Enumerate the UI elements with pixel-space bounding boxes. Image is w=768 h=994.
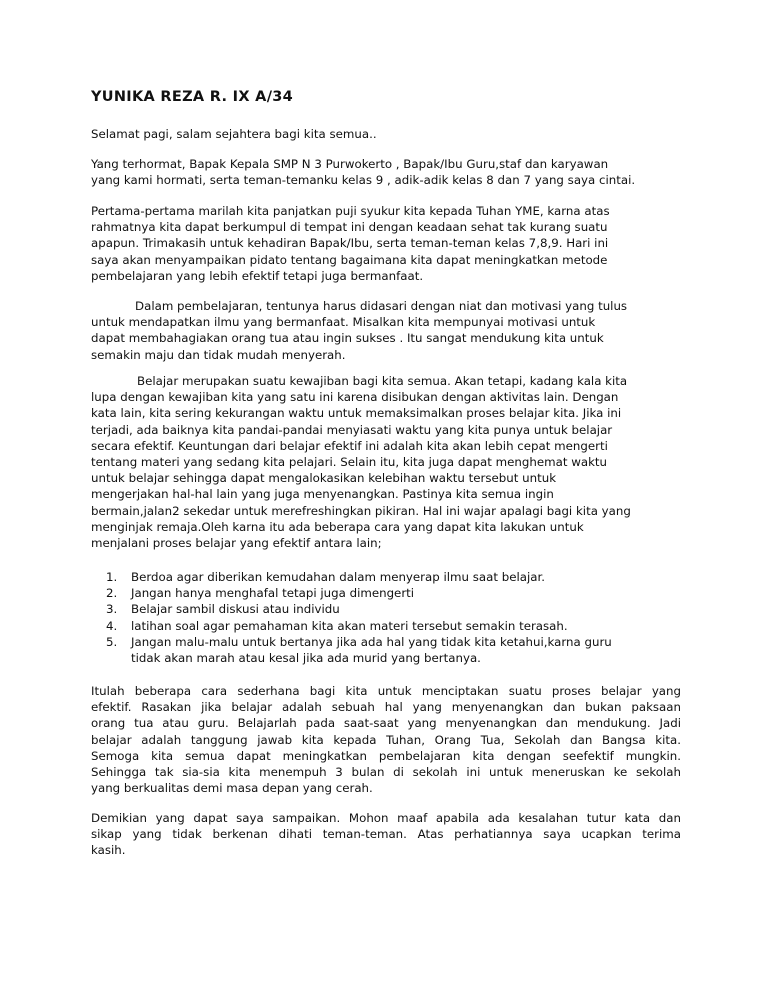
- paragraph-line: tentang materi yang sedang kita pelajari. Selain itu, kita juga dapat menghemat waktu: [91, 455, 608, 470]
- paragraph-learning: [91, 373, 681, 551]
- paragraph-line: Sehingga tak sia-sia kita menempuh 3 bulan di sekolah ini untuk meneruskan ke sekolah: [91, 765, 681, 780]
- list-item-text: Jangan hanya menghafal tetapi juga dimengerti: [131, 586, 415, 601]
- paragraph-line: orang tua atau guru. Belajarlah pada saat-saat yang menyenangkan dan mendukung. Jadi: [91, 716, 681, 731]
- list-item-text: Berdoa agar diberikan kemudahan dalam menyerap ilmu saat belajar.: [131, 570, 546, 584]
- paragraph-line: Itulah beberapa cara sederhana bagi kita untuk menciptakan suatu proses belajar yang: [91, 684, 681, 698]
- paragraph-opening: [91, 203, 681, 284]
- list-item-text: Jangan malu-malu untuk bertanya jika ada hal yang tidak kita ketahui,karna guru: [131, 634, 612, 649]
- list-item: [106, 618, 612, 634]
- paragraph-line: kata lain, kita sering kekurangan waktu untuk memaksimalkan proses belajar kita. Jika ini: [91, 406, 622, 421]
- paragraph-line: bermain,jalan2 sekedar untuk merefreshingkan pikiran. Hal ini wajar apalagi bagi kita yang: [91, 503, 631, 518]
- list-item: [106, 569, 612, 585]
- list-item-text: Belajar sambil diskusi atau individu: [131, 602, 340, 617]
- paragraph-line: pembelajaran yang lebih efektif tetapi juga bermanfaat.: [91, 268, 424, 283]
- list-item: [106, 585, 612, 601]
- list-item: [106, 601, 612, 617]
- paragraph-line: yang berkualitas demi masa depan yang cerah.: [91, 781, 373, 796]
- paragraph-line: lupa dengan kewajiban kita yang satu ini karena disibukan dengan aktivitas lain. Dengan: [91, 390, 619, 405]
- paragraph-line: rahmatnya kita dapat berkumpul di tempat ini dengan keadaan sehat tak kurang suatu: [91, 220, 608, 235]
- paragraph-line: belajar adalah tanggung jawab kita kepada Tuhan, Orang Tua, Sekolah dan Bangsa kita.: [91, 732, 681, 747]
- paragraph-line: dapat membahagiakan orang tua atau ingin sukses . Itu sangat mendukung kita untuk: [91, 331, 604, 346]
- paragraph-line: yang kami hormati, serta teman-temanku kelas 9 , adik-adik kelas 8 dan 7 yang saya cintai.: [91, 173, 636, 188]
- paragraph-motivation: [91, 298, 681, 363]
- paragraph-line: menginjak remaja.Oleh karna itu ada beberapa cara yang dapat kita lakukan untuk: [91, 519, 584, 534]
- paragraph-line: semakin maju dan tidak mudah menyerah.: [91, 347, 346, 362]
- paragraph-line: saya akan menyampaikan pidato tentang bagaimana kita dapat meningkatkan metode: [91, 252, 608, 267]
- greeting-line: Selamat pagi, salam sejahtera bagi kita semua..: [91, 127, 377, 141]
- paragraph-line: secara efektif. Keuntungan dari belajar efektif ini adalah kita akan lebih cepat mengerti: [91, 438, 608, 453]
- paragraph-line: Dalam pembelajaran, tentunya harus didasari dengan niat dan motivasi yang tulus: [135, 299, 628, 313]
- paragraph-line: Demikian yang dapat saya sampaikan. Mohon maaf apabila ada kesalahan tutur kata dan: [91, 811, 681, 825]
- paragraph-line: kasih.: [91, 843, 126, 858]
- paragraph-line: sikap yang tidak berkenan dihati teman-teman. Atas perhatiannya saya ucapkan terima: [91, 827, 681, 842]
- document-title: YUNIKA REZA R. IX A/34: [91, 89, 294, 105]
- paragraph-line: terjadi, ada baiknya kita pandai-pandai menyiasati waktu yang kita punya untuk belajar: [91, 422, 613, 437]
- paragraph-line: Pertama-pertama marilah kita panjatkan puji syukur kita kepada Tuhan YME, karna atas: [91, 204, 610, 218]
- list-number: 3.: [106, 602, 118, 617]
- paragraph-line: Belajar merupakan suatu kewajiban bagi kita semua. Akan tetapi, kadang kala kita: [137, 374, 628, 388]
- paragraph-line: untuk mendapatkan ilmu yang bermanfaat. Misalkan kita mempunyai motivasi untuk: [91, 315, 596, 330]
- paragraph-summary: [91, 683, 681, 796]
- tips-list: [106, 569, 612, 666]
- list-item: [106, 634, 612, 666]
- paragraph-salutation: [91, 156, 681, 188]
- list-number: 1.: [106, 570, 118, 584]
- list-number: 5.: [106, 634, 118, 649]
- paragraph-closing: [91, 810, 681, 859]
- list-item-text: tidak akan marah atau kesal jika ada murid yang bertanya.: [131, 651, 481, 666]
- paragraph-line: efektif. Rasakan jika belajar adalah sebuah hal yang menyenangkan dan bukan paksaan: [91, 700, 681, 715]
- greeting: [91, 126, 681, 142]
- paragraph-line: untuk belajar sehingga dapat mengalokasikan kelebihan waktu tersebut untuk: [91, 471, 557, 486]
- paragraph-line: Semoga kita semua dapat meningkatkan pembelajaran kita dengan seefektif mungkin.: [91, 748, 681, 763]
- list-number: 4.: [106, 618, 118, 633]
- paragraph-line: Yang terhormat, Bapak Kepala SMP N 3 Purwokerto , Bapak/Ibu Guru,staf dan karyawan: [91, 157, 609, 171]
- list-item-text: latihan soal agar pemahaman kita akan materi tersebut semakin terasah.: [131, 618, 568, 633]
- paragraph-line: menjalani proses belajar yang efektif antara lain;: [91, 536, 382, 551]
- paragraph-line: mengerjakan hal-hal lain yang juga menyenangkan. Pastinya kita semua ingin: [91, 487, 554, 502]
- list-number: 2.: [106, 586, 118, 601]
- paragraph-line: apapun. Trimakasih untuk kehadiran Bapak/Ibu, serta teman-teman kelas 7,8,9. Hari ini: [91, 236, 609, 251]
